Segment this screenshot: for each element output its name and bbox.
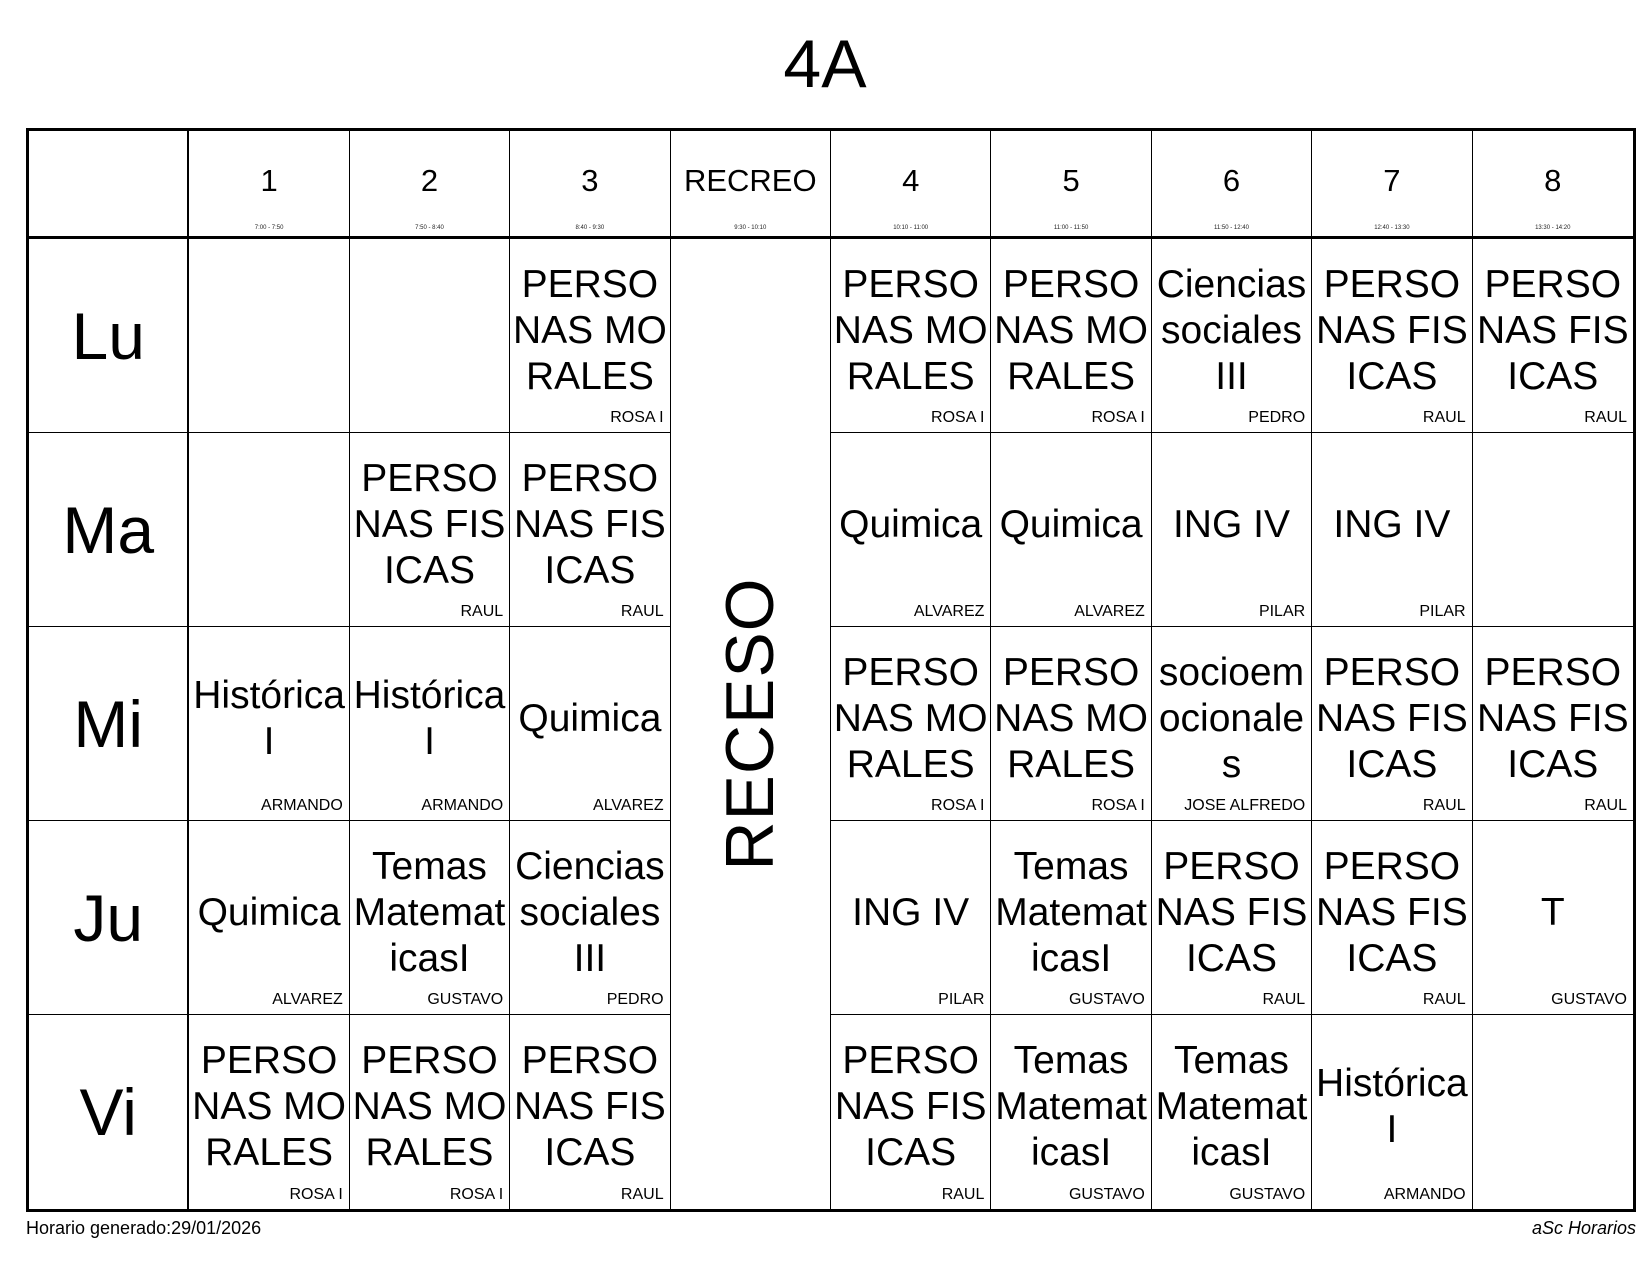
period-label: RECREO bbox=[683, 163, 817, 198]
lesson-teacher: GUSTAVO bbox=[1229, 1186, 1306, 1203]
brand-label: aSc Horarios bbox=[1531, 1218, 1636, 1238]
period-label: 7 bbox=[1383, 163, 1401, 198]
day-label: Ju bbox=[73, 880, 144, 955]
period-time: 12:40 - 13:30 bbox=[1374, 225, 1410, 231]
period-time: 7:00 - 7:50 bbox=[254, 225, 284, 231]
lesson-subject: Quimica bbox=[839, 502, 983, 546]
lesson-subject: PERSONAS MORALES bbox=[512, 262, 667, 398]
lesson-cell bbox=[1473, 627, 1633, 821]
lesson-cell bbox=[510, 821, 670, 1015]
lesson-cell bbox=[510, 627, 670, 821]
break-column bbox=[671, 239, 831, 1209]
lesson-teacher: GUSTAVO bbox=[1068, 1186, 1145, 1203]
lesson-subject: Temas MatematicasI bbox=[353, 844, 506, 980]
corner-cell bbox=[29, 131, 189, 239]
day-label-lu bbox=[29, 239, 189, 433]
lesson-subject: PERSONAS FISICAS bbox=[1316, 844, 1468, 980]
lesson-cell bbox=[991, 433, 1151, 627]
period-time: 7:50 - 8:40 bbox=[415, 225, 444, 231]
lesson-subject: PERSONAS FISICAS bbox=[353, 456, 506, 592]
day-label-mi bbox=[29, 627, 189, 821]
lesson-teacher: ALVAREZ bbox=[1074, 603, 1145, 620]
lesson-subject: Histórica I bbox=[1316, 1062, 1468, 1151]
lesson-subject: Quimica bbox=[197, 890, 341, 934]
period-label: 1 bbox=[260, 163, 278, 198]
lesson-teacher: ROSA I bbox=[1091, 797, 1145, 814]
period-label: 6 bbox=[1222, 163, 1241, 198]
lesson-cell bbox=[1152, 1015, 1312, 1209]
lesson-cell bbox=[1152, 239, 1312, 433]
lesson-teacher: PILAR bbox=[938, 991, 985, 1008]
lesson-cell bbox=[1473, 1015, 1633, 1209]
lesson-cell bbox=[831, 433, 991, 627]
lesson-teacher: RAUL bbox=[620, 1186, 664, 1203]
lesson-cell bbox=[831, 627, 991, 821]
period-time: 9:30 - 10:10 bbox=[734, 225, 767, 231]
lesson-teacher: PILAR bbox=[1419, 603, 1466, 620]
lesson-subject: PERSONAS FISICAS bbox=[1155, 844, 1308, 980]
period-header-8 bbox=[1473, 131, 1633, 239]
lesson-subject: Temas MatematicasI bbox=[995, 844, 1147, 980]
lesson-subject bbox=[189, 435, 348, 614]
lesson-teacher: ARMANDO bbox=[1383, 1186, 1466, 1203]
day-label: Lu bbox=[71, 298, 145, 373]
lesson-teacher: GUSTAVO bbox=[1551, 991, 1627, 1008]
break-label: RECESO bbox=[712, 577, 789, 871]
period-header-4 bbox=[831, 131, 991, 239]
lesson-teacher: ALVAREZ bbox=[913, 603, 985, 620]
lesson-teacher: JOSE ALFREDO bbox=[1184, 797, 1306, 814]
lesson-cell bbox=[350, 239, 510, 433]
page-title: 4A bbox=[783, 26, 867, 102]
lesson-teacher: GUSTAVO bbox=[427, 991, 504, 1008]
lesson-subject: PERSONAS MORALES bbox=[352, 1039, 507, 1174]
day-label-ma bbox=[29, 433, 189, 627]
period-header-6 bbox=[1152, 131, 1312, 239]
lesson-teacher: RAUL bbox=[460, 603, 504, 620]
lesson-cell bbox=[991, 239, 1151, 433]
lesson-teacher: RAUL bbox=[1262, 991, 1306, 1008]
lesson-cell bbox=[189, 627, 349, 821]
lesson-subject: ING IV bbox=[1333, 502, 1451, 546]
lesson-cell bbox=[189, 239, 349, 433]
lesson-cell bbox=[1152, 821, 1312, 1015]
lesson-cell bbox=[1312, 627, 1472, 821]
lesson-subject: PERSONAS FISICAS bbox=[514, 456, 666, 592]
lesson-subject: ING IV bbox=[852, 890, 970, 934]
lesson-cell bbox=[510, 239, 670, 433]
lesson-teacher: ROSA I bbox=[931, 409, 985, 426]
lesson-cell bbox=[510, 1015, 670, 1209]
lesson-teacher: PEDRO bbox=[1248, 409, 1306, 426]
lesson-cell bbox=[1312, 821, 1472, 1015]
lesson-subject: PERSONAS FISICAS bbox=[514, 1039, 666, 1174]
lesson-cell bbox=[831, 1015, 991, 1209]
lesson-teacher: RAUL bbox=[620, 603, 664, 620]
day-label: Vi bbox=[79, 1075, 137, 1149]
lesson-subject: Histórica I bbox=[353, 673, 506, 763]
lesson-subject: Histórica I bbox=[193, 673, 345, 763]
lesson-subject: Quimica bbox=[999, 502, 1143, 546]
day-label-ju bbox=[29, 821, 189, 1015]
lesson-teacher: ARMANDO bbox=[261, 797, 343, 814]
lesson-subject: socioemocionales bbox=[1158, 650, 1305, 786]
lesson-teacher: ROSA I bbox=[289, 1186, 343, 1203]
period-header-3 bbox=[510, 131, 670, 239]
lesson-subject: ING IV bbox=[1172, 502, 1290, 546]
lesson-cell bbox=[1312, 1015, 1472, 1209]
day-label: Ma bbox=[62, 492, 155, 567]
lesson-subject: PERSONAS MORALES bbox=[994, 650, 1149, 786]
period-time: 11:50 - 12:40 bbox=[1214, 225, 1249, 231]
lesson-subject: PERSONAS FISICAS bbox=[1476, 262, 1629, 398]
lesson-cell bbox=[350, 433, 510, 627]
lesson-cell bbox=[189, 821, 349, 1015]
day-label-vi bbox=[29, 1015, 189, 1209]
lesson-teacher: PILAR bbox=[1258, 603, 1306, 620]
lesson-cell bbox=[189, 433, 349, 627]
period-header-7 bbox=[1312, 131, 1472, 239]
lesson-cell bbox=[991, 627, 1151, 821]
lesson-subject: Ciencias sociales III bbox=[515, 844, 665, 980]
lesson-subject: PERSONAS FISICAS bbox=[1316, 650, 1468, 786]
lesson-teacher: PEDRO bbox=[606, 991, 664, 1008]
lesson-cell bbox=[1473, 433, 1633, 627]
lesson-cell bbox=[350, 821, 510, 1015]
period-time: 13:30 - 14:20 bbox=[1535, 225, 1571, 231]
day-label: Mi bbox=[73, 686, 144, 761]
lesson-subject: PERSONAS MORALES bbox=[833, 650, 988, 786]
lesson-teacher: ROSA I bbox=[610, 409, 664, 426]
lesson-subject bbox=[350, 241, 509, 420]
lesson-cell bbox=[991, 1015, 1151, 1209]
lesson-cell bbox=[831, 239, 991, 433]
lesson-cell bbox=[510, 433, 670, 627]
lesson-teacher: GUSTAVO bbox=[1068, 991, 1145, 1008]
lesson-subject: Quimica bbox=[518, 696, 662, 740]
lesson-cell bbox=[1152, 433, 1312, 627]
lesson-teacher: RAUL bbox=[1422, 797, 1466, 814]
period-label: 3 bbox=[581, 163, 599, 198]
lesson-teacher: ALVAREZ bbox=[272, 991, 343, 1008]
lesson-subject: PERSONAS FISICAS bbox=[834, 1039, 987, 1174]
lesson-teacher: RAUL bbox=[1584, 409, 1627, 426]
lesson-subject: PERSONAS MORALES bbox=[192, 1039, 347, 1174]
period-label: 8 bbox=[1544, 163, 1562, 198]
period-time: 10:10 - 11:00 bbox=[893, 225, 929, 231]
lesson-teacher: ROSA I bbox=[449, 1186, 504, 1203]
lesson-subject: Temas MatematicasI bbox=[1155, 1039, 1308, 1174]
lesson-subject: PERSONAS MORALES bbox=[833, 262, 988, 398]
lesson-subject: PERSONAS MORALES bbox=[994, 262, 1149, 398]
lesson-subject bbox=[1473, 435, 1633, 614]
period-label: 2 bbox=[420, 163, 439, 198]
lesson-teacher: ROSA I bbox=[931, 797, 985, 814]
period-header-recreo bbox=[671, 131, 831, 239]
lesson-cell bbox=[991, 821, 1151, 1015]
lesson-teacher: RAUL bbox=[1422, 991, 1466, 1008]
lesson-cell bbox=[1152, 627, 1312, 821]
lesson-teacher: ALVAREZ bbox=[593, 797, 664, 814]
lesson-cell bbox=[350, 1015, 510, 1209]
lesson-cell bbox=[1473, 821, 1633, 1015]
lesson-cell bbox=[1473, 239, 1633, 433]
lesson-teacher: ROSA I bbox=[1091, 409, 1145, 426]
lesson-cell bbox=[350, 627, 510, 821]
lesson-subject: Ciencias sociales III bbox=[1156, 262, 1307, 398]
period-time: 8:40 - 9:30 bbox=[575, 225, 605, 231]
lesson-subject: PERSONAS FISICAS bbox=[1316, 262, 1468, 398]
lesson-cell bbox=[1312, 433, 1472, 627]
period-header-1 bbox=[189, 131, 349, 239]
lesson-teacher: RAUL bbox=[1584, 797, 1627, 814]
generated-date: Horario generado:29/01/2026 bbox=[26, 1218, 262, 1238]
lesson-subject bbox=[1473, 1017, 1633, 1197]
period-header-2 bbox=[350, 131, 510, 239]
period-header-5 bbox=[991, 131, 1151, 239]
lesson-subject: Temas MatematicasI bbox=[995, 1039, 1147, 1174]
lesson-subject: T bbox=[1540, 890, 1565, 934]
lesson-teacher: RAUL bbox=[1422, 409, 1466, 426]
lesson-subject bbox=[189, 241, 348, 420]
lesson-cell bbox=[189, 1015, 349, 1209]
lesson-cell bbox=[1312, 239, 1472, 433]
timetable-grid bbox=[26, 128, 1636, 1212]
period-label: 5 bbox=[1062, 163, 1080, 198]
period-time: 11:00 - 11:50 bbox=[1053, 225, 1089, 231]
lesson-teacher: RAUL bbox=[941, 1186, 985, 1203]
period-label: 4 bbox=[902, 163, 920, 198]
lesson-subject: PERSONAS FISICAS bbox=[1476, 650, 1629, 786]
lesson-cell bbox=[831, 821, 991, 1015]
lesson-teacher: ARMANDO bbox=[421, 797, 504, 814]
